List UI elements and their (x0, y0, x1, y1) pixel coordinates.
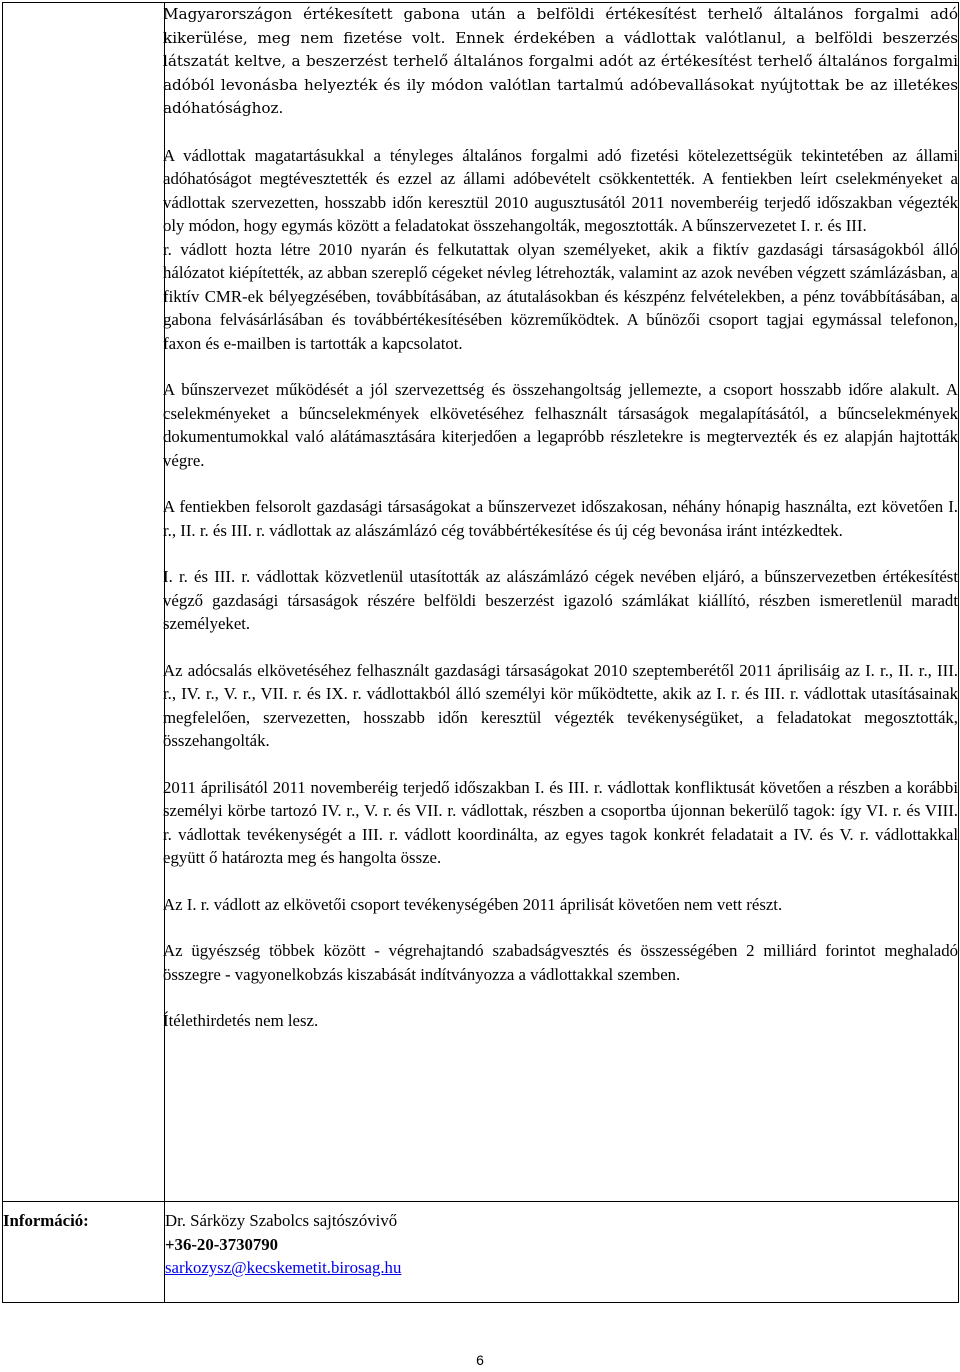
page-number: 6 (476, 1352, 484, 1368)
paragraph-1: Magyarországon értékesített gabona után a belföldi értékesítést terhelő általános forgalmi adó kikerülése, meg nem fizetése volt. Ennek érdekében a vádlottak valótlanul, a belföldi beszerzés látszatát keltve, a beszerzést terhelő általános forgalmi adót az értékesítést terhelő általános forgalmi adóból levonásba helyezték és ily módon valótlan tartalmú adóbevallásokat nyújtottak be az illetékes adóhatósághoz. (163, 5, 958, 117)
paragraph-8: 2011 áprilisától 2011 novemberéig terjedő időszakban I. és III. r. vádlottak konfliktusát követően a részben a korábbi személyi körbe tartozó IV. r., V. r. és VII. r. vádlottak, részben a csoportba újonnan bekerülő tagok: így VI. r. és VIII. r. vádlottak tevékenységét a III. r. vádlott koordinálta, az egyes tagok konkrét feladatait a IV. és V. r. vádlottakkal együtt ő határozta meg és hangolta össze. (163, 777, 958, 867)
paragraph-5: A fentiekben felsorolt gazdasági társaságokat a bűnszervezet időszakosan, néhány hónapig használta, ezt követően I. r., II. r. és III. r. vádlottak az alászámlázó cég továbbértékesítése és új cég bevonása iránt intézkedtek. (163, 497, 958, 540)
row-divider (3, 1201, 958, 1202)
paragraph-2: A vádlottak magatartásukkal a tényleges általános forgalmi adó fizetési kötelezettségük tekintetében az állami adóhatóságot megtévesztették és ezzel az állami adóbevételt csökkentették. A fentiekben leírt cselekményeket a vádlottak szervezetten, hosszabb időn keresztül 2010 augusztusától 2011 novemberéig terjedő időszakban végezték oly módon, hogy egymás között a feladatokat összehangolták, megosztották. A bűnszervezetet I. r. és III. (163, 145, 958, 235)
paragraph-9: Az I. r. vádlott az elkövetői csoport tevékenységében 2011 áprilisát követően nem vett részt. (163, 894, 783, 914)
paragraph-4: A bűnszervezet működését a jól szervezettség és összehangoltság jellemezte, a csoport hosszabb időre alakult. A cselekményeket a bűncselekmények elkövetéséhez felhasznált társaságok megalapításától, a bűncselekmények dokumentumokkal való alátámasztására kiterjedően a legapróbb részletekre is megtervezték és ez alapján hajtották végre. (163, 380, 958, 470)
paragraph-3: r. vádlott hozta létre 2010 nyarán és felkutattak olyan személyeket, akik a fiktív gazdasági társaságokból álló hálózatot kiépítették, az abban szereplő cégeket névleg létrehozták, valamint az azok nevében végzett számlázásban, a fiktív CMR-ek bélyegzésében, továbbításában, az átutalásokban és készpénz felvételekben, a pénz továbbításában, a gabona felvásárlásában és továbbértékesítésében közreműködtek. A bűnözői csoport tagjai egymással telefonon, faxon és e-mailben is tartották a kapcsolatot. (163, 239, 958, 353)
paragraph-10: Az ügyészség többek között - végrehajtandó szabadságvesztés és összességében 2 milliárd forintot meghaladó összegre - vagyonelkobzás kiszabását indítványozza a vádlottakkal szemben. (163, 941, 958, 984)
contact-email-link[interactable]: sarkozysz@kecskemetit.birosag.hu (165, 1258, 402, 1277)
contact-name: Dr. Sárközy Szabolcs sajtószóvivő (165, 1211, 398, 1230)
info-label: Információ: (3, 1211, 89, 1230)
contact-phone: +36-20-3730790 (165, 1234, 279, 1254)
paragraph-11: Ítélethirdetés nem lesz. (163, 1011, 319, 1030)
paragraph-7: Az adócsalás elkövetéséhez felhasznált gazdasági társaságokat 2010 szeptemberétől 2011 áprilisáig az I. r., II. r., III. r., IV. r., V. r., VII. r. és IX. r. vádlottakból álló személyi kör működtette, akik az I. r. és III. r. vádlottak utasításainak megfelelően, szervezetten, hosszabb időn keresztül végezték tevékenységüket, a feladatokat megosztották, összehangolták. (163, 660, 958, 750)
body-text-cell (163, 3, 958, 1056)
paragraph-6: I. r. és III. r. vádlottak közvetlenül utasították az alászámlázó cégek nevében eljáró, a bűnszervezetben értékesítést végző gazdasági társaságok részére belföldi beszerzést igazoló számlákat kiállító, részben ismeretlenül maradt személyeket. (163, 567, 958, 633)
contact-info (165, 1209, 865, 1280)
